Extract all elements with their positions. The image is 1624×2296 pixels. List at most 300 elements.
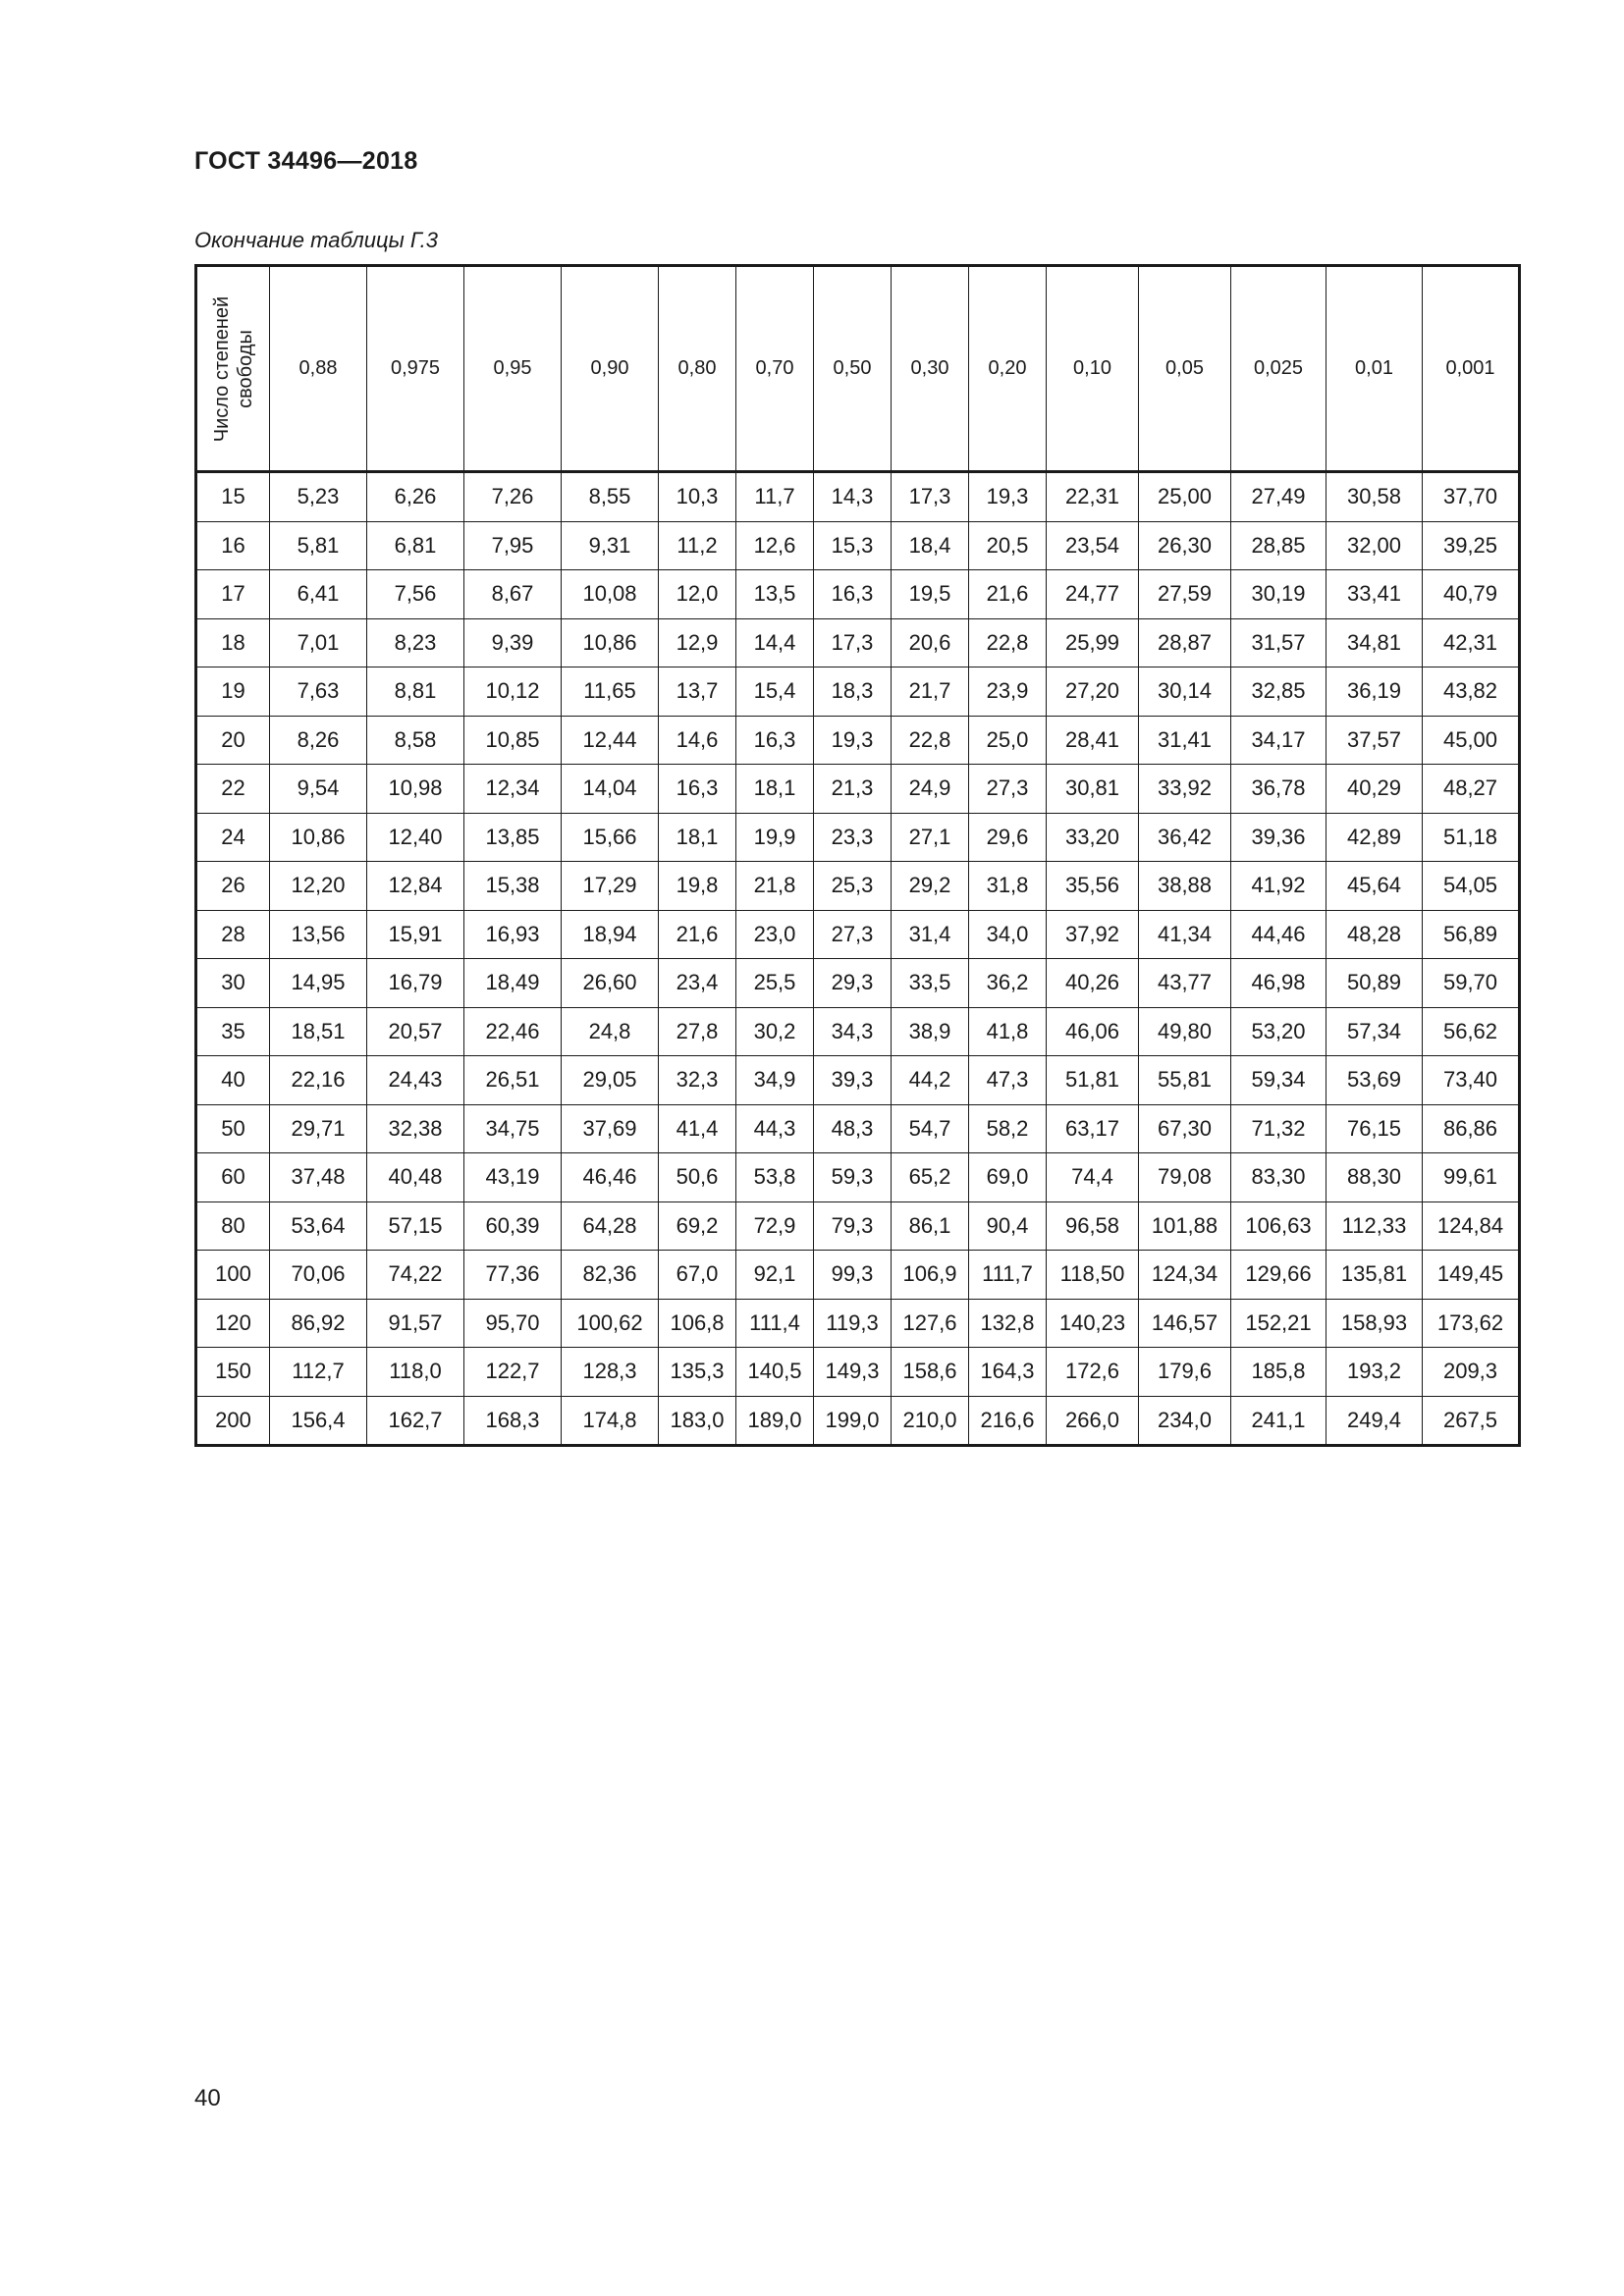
degrees-of-freedom-cell: 17 <box>196 570 270 619</box>
table-cell: 27,8 <box>659 1007 736 1056</box>
table-cell: 63,17 <box>1047 1104 1139 1153</box>
table-cell: 15,91 <box>367 910 464 959</box>
table-cell: 13,56 <box>270 910 367 959</box>
table-cell: 41,4 <box>659 1104 736 1153</box>
table-cell: 33,20 <box>1047 813 1139 862</box>
column-header: 0,50 <box>814 266 892 472</box>
header-row <box>196 266 1520 472</box>
table-cell: 50,89 <box>1326 959 1423 1008</box>
table-cell: 29,05 <box>562 1056 659 1105</box>
table-cell: 234,0 <box>1139 1396 1231 1446</box>
table-cell: 6,41 <box>270 570 367 619</box>
table-cell: 79,3 <box>814 1201 892 1251</box>
table-cell: 100,62 <box>562 1299 659 1348</box>
degrees-of-freedom-cell: 26 <box>196 862 270 911</box>
table-cell: 10,12 <box>464 667 562 717</box>
table-cell: 172,6 <box>1047 1348 1139 1397</box>
table-cell: 53,64 <box>270 1201 367 1251</box>
table-cell: 51,18 <box>1423 813 1520 862</box>
table-caption: Окончание таблицы Г.3 <box>194 228 438 252</box>
degrees-of-freedom-cell: 20 <box>196 716 270 765</box>
table-cell: 36,42 <box>1139 813 1231 862</box>
table-cell: 19,5 <box>892 570 969 619</box>
table-cell: 129,66 <box>1231 1251 1326 1300</box>
table-cell: 193,2 <box>1326 1348 1423 1397</box>
table-cell: 267,5 <box>1423 1396 1520 1446</box>
table-cell: 29,71 <box>270 1104 367 1153</box>
table-cell: 7,01 <box>270 618 367 667</box>
table-cell: 21,6 <box>659 910 736 959</box>
table-cell: 10,3 <box>659 472 736 522</box>
table-cell: 29,6 <box>969 813 1047 862</box>
table-row <box>196 472 1520 522</box>
row-header-label: Число степеней свободы <box>210 295 256 442</box>
table-cell: 91,57 <box>367 1299 464 1348</box>
table-cell: 27,59 <box>1139 570 1231 619</box>
table-cell: 53,20 <box>1231 1007 1326 1056</box>
table-cell: 7,56 <box>367 570 464 619</box>
table-cell: 76,15 <box>1326 1104 1423 1153</box>
table-cell: 189,0 <box>736 1396 814 1446</box>
table-cell: 53,8 <box>736 1153 814 1202</box>
table-cell: 86,1 <box>892 1201 969 1251</box>
table-cell: 14,4 <box>736 618 814 667</box>
table-cell: 19,9 <box>736 813 814 862</box>
table-cell: 36,2 <box>969 959 1047 1008</box>
table-cell: 82,36 <box>562 1251 659 1300</box>
table-cell: 174,8 <box>562 1396 659 1446</box>
table-cell: 67,30 <box>1139 1104 1231 1153</box>
table-cell: 48,28 <box>1326 910 1423 959</box>
table-cell: 50,6 <box>659 1153 736 1202</box>
chi-square-table <box>194 264 1521 1447</box>
table-cell: 156,4 <box>270 1396 367 1446</box>
table-cell: 10,08 <box>562 570 659 619</box>
degrees-of-freedom-cell: 35 <box>196 1007 270 1056</box>
column-header: 0,001 <box>1423 266 1520 472</box>
table-row <box>196 1348 1520 1397</box>
table-cell: 36,78 <box>1231 765 1326 814</box>
table-cell: 173,62 <box>1423 1299 1520 1348</box>
table-cell: 135,3 <box>659 1348 736 1397</box>
table-cell: 111,7 <box>969 1251 1047 1300</box>
column-header: 0,975 <box>367 266 464 472</box>
table-cell: 27,49 <box>1231 472 1326 522</box>
table-cell: 8,55 <box>562 472 659 522</box>
table-cell: 65,2 <box>892 1153 969 1202</box>
table-cell: 79,08 <box>1139 1153 1231 1202</box>
table-cell: 241,1 <box>1231 1396 1326 1446</box>
table-cell: 24,77 <box>1047 570 1139 619</box>
table-cell: 29,2 <box>892 862 969 911</box>
table-cell: 34,75 <box>464 1104 562 1153</box>
table-cell: 71,32 <box>1231 1104 1326 1153</box>
table-cell: 43,19 <box>464 1153 562 1202</box>
table-cell: 34,81 <box>1326 618 1423 667</box>
table-cell: 23,0 <box>736 910 814 959</box>
table-cell: 37,70 <box>1423 472 1520 522</box>
table-cell: 45,64 <box>1326 862 1423 911</box>
table-row <box>196 959 1520 1008</box>
table-cell: 28,87 <box>1139 618 1231 667</box>
table-cell: 22,8 <box>892 716 969 765</box>
table-cell: 40,79 <box>1423 570 1520 619</box>
table-cell: 41,8 <box>969 1007 1047 1056</box>
table-cell: 37,48 <box>270 1153 367 1202</box>
table-cell: 21,8 <box>736 862 814 911</box>
table-cell: 11,2 <box>659 521 736 570</box>
table-cell: 183,0 <box>659 1396 736 1446</box>
table-cell: 33,41 <box>1326 570 1423 619</box>
table-cell: 46,98 <box>1231 959 1326 1008</box>
table-cell: 140,23 <box>1047 1299 1139 1348</box>
table-row <box>196 1153 1520 1202</box>
table-cell: 37,57 <box>1326 716 1423 765</box>
table-cell: 56,89 <box>1423 910 1520 959</box>
table-cell: 31,41 <box>1139 716 1231 765</box>
table-cell: 118,0 <box>367 1348 464 1397</box>
table-cell: 106,63 <box>1231 1201 1326 1251</box>
table-cell: 12,0 <box>659 570 736 619</box>
table-cell: 122,7 <box>464 1348 562 1397</box>
table-cell: 17,3 <box>892 472 969 522</box>
table-cell: 209,3 <box>1423 1348 1520 1397</box>
table-row <box>196 1299 1520 1348</box>
table-cell: 24,8 <box>562 1007 659 1056</box>
table-cell: 25,00 <box>1139 472 1231 522</box>
table-cell: 31,8 <box>969 862 1047 911</box>
table-cell: 14,04 <box>562 765 659 814</box>
table-cell: 99,61 <box>1423 1153 1520 1202</box>
table-cell: 127,6 <box>892 1299 969 1348</box>
table-cell: 69,0 <box>969 1153 1047 1202</box>
table-cell: 46,46 <box>562 1153 659 1202</box>
degrees-of-freedom-cell: 16 <box>196 521 270 570</box>
table-cell: 34,17 <box>1231 716 1326 765</box>
table-cell: 199,0 <box>814 1396 892 1446</box>
table-cell: 11,7 <box>736 472 814 522</box>
table-cell: 118,50 <box>1047 1251 1139 1300</box>
table-cell: 8,26 <box>270 716 367 765</box>
table-cell: 7,95 <box>464 521 562 570</box>
table-cell: 43,82 <box>1423 667 1520 717</box>
column-header: 0,90 <box>562 266 659 472</box>
table-cell: 8,23 <box>367 618 464 667</box>
table-cell: 162,7 <box>367 1396 464 1446</box>
table-cell: 15,66 <box>562 813 659 862</box>
table-cell: 249,4 <box>1326 1396 1423 1446</box>
table-cell: 37,69 <box>562 1104 659 1153</box>
degrees-of-freedom-cell: 40 <box>196 1056 270 1105</box>
table-row <box>196 667 1520 717</box>
table-cell: 12,9 <box>659 618 736 667</box>
table-cell: 57,34 <box>1326 1007 1423 1056</box>
table-cell: 67,0 <box>659 1251 736 1300</box>
table-cell: 32,85 <box>1231 667 1326 717</box>
table-cell: 27,3 <box>969 765 1047 814</box>
table-row <box>196 570 1520 619</box>
table-cell: 83,30 <box>1231 1153 1326 1202</box>
table-cell: 19,3 <box>969 472 1047 522</box>
degrees-of-freedom-cell: 80 <box>196 1201 270 1251</box>
degrees-of-freedom-cell: 19 <box>196 667 270 717</box>
table-cell: 77,36 <box>464 1251 562 1300</box>
table-cell: 216,6 <box>969 1396 1047 1446</box>
page-number: 40 <box>194 2085 221 2111</box>
table-cell: 57,15 <box>367 1201 464 1251</box>
table-cell: 168,3 <box>464 1396 562 1446</box>
table-cell: 8,81 <box>367 667 464 717</box>
table-cell: 40,26 <box>1047 959 1139 1008</box>
table-cell: 10,98 <box>367 765 464 814</box>
table-cell: 74,22 <box>367 1251 464 1300</box>
table-cell: 45,00 <box>1423 716 1520 765</box>
table-row <box>196 765 1520 814</box>
table-cell: 43,77 <box>1139 959 1231 1008</box>
table-cell: 20,5 <box>969 521 1047 570</box>
table-cell: 22,8 <box>969 618 1047 667</box>
table-cell: 22,31 <box>1047 472 1139 522</box>
table-cell: 8,67 <box>464 570 562 619</box>
column-header: 0,88 <box>270 266 367 472</box>
table-cell: 15,38 <box>464 862 562 911</box>
degrees-of-freedom-cell: 100 <box>196 1251 270 1300</box>
table-cell: 48,27 <box>1423 765 1520 814</box>
table-cell: 124,34 <box>1139 1251 1231 1300</box>
table-cell: 46,06 <box>1047 1007 1139 1056</box>
table-cell: 14,95 <box>270 959 367 1008</box>
table-cell: 210,0 <box>892 1396 969 1446</box>
table-cell: 23,3 <box>814 813 892 862</box>
table-cell: 101,88 <box>1139 1201 1231 1251</box>
table-cell: 7,26 <box>464 472 562 522</box>
table-cell: 5,81 <box>270 521 367 570</box>
table-cell: 18,49 <box>464 959 562 1008</box>
degrees-of-freedom-cell: 24 <box>196 813 270 862</box>
table-cell: 111,4 <box>736 1299 814 1348</box>
table-cell: 16,79 <box>367 959 464 1008</box>
table-cell: 40,48 <box>367 1153 464 1202</box>
table-row <box>196 862 1520 911</box>
table-cell: 112,33 <box>1326 1201 1423 1251</box>
table-cell: 5,23 <box>270 472 367 522</box>
table-cell: 17,3 <box>814 618 892 667</box>
table-cell: 12,40 <box>367 813 464 862</box>
table-cell: 9,54 <box>270 765 367 814</box>
table-cell: 21,7 <box>892 667 969 717</box>
table-cell: 12,34 <box>464 765 562 814</box>
table-cell: 27,20 <box>1047 667 1139 717</box>
table-cell: 9,39 <box>464 618 562 667</box>
table-cell: 31,4 <box>892 910 969 959</box>
table-row <box>196 1251 1520 1300</box>
table-cell: 124,84 <box>1423 1201 1520 1251</box>
table-cell: 88,30 <box>1326 1153 1423 1202</box>
table-cell: 22,16 <box>270 1056 367 1105</box>
table-cell: 128,3 <box>562 1348 659 1397</box>
table-cell: 34,9 <box>736 1056 814 1105</box>
degrees-of-freedom-cell: 18 <box>196 618 270 667</box>
table-cell: 73,40 <box>1423 1056 1520 1105</box>
table-cell: 27,1 <box>892 813 969 862</box>
table-cell: 99,3 <box>814 1251 892 1300</box>
table-cell: 36,19 <box>1326 667 1423 717</box>
table-cell: 24,43 <box>367 1056 464 1105</box>
table-cell: 24,9 <box>892 765 969 814</box>
table-cell: 13,7 <box>659 667 736 717</box>
table-cell: 18,4 <box>892 521 969 570</box>
table-cell: 30,19 <box>1231 570 1326 619</box>
table-cell: 179,6 <box>1139 1348 1231 1397</box>
table-cell: 11,65 <box>562 667 659 717</box>
table-row <box>196 1007 1520 1056</box>
table-row <box>196 521 1520 570</box>
column-header: 0,10 <box>1047 266 1139 472</box>
table-cell: 47,3 <box>969 1056 1047 1105</box>
table-cell: 51,81 <box>1047 1056 1139 1105</box>
table-cell: 41,34 <box>1139 910 1231 959</box>
table-cell: 152,21 <box>1231 1299 1326 1348</box>
table-cell: 23,9 <box>969 667 1047 717</box>
table-cell: 41,92 <box>1231 862 1326 911</box>
table-cell: 27,3 <box>814 910 892 959</box>
table-cell: 64,28 <box>562 1201 659 1251</box>
table-cell: 18,1 <box>659 813 736 862</box>
table-cell: 48,3 <box>814 1104 892 1153</box>
table-cell: 12,44 <box>562 716 659 765</box>
table-cell: 26,30 <box>1139 521 1231 570</box>
table-cell: 140,5 <box>736 1348 814 1397</box>
table-row <box>196 813 1520 862</box>
table-cell: 86,92 <box>270 1299 367 1348</box>
table-row <box>196 618 1520 667</box>
column-header: 0,025 <box>1231 266 1326 472</box>
table-cell: 74,4 <box>1047 1153 1139 1202</box>
table-cell: 39,3 <box>814 1056 892 1105</box>
table-cell: 54,05 <box>1423 862 1520 911</box>
degrees-of-freedom-cell: 200 <box>196 1396 270 1446</box>
table-cell: 37,92 <box>1047 910 1139 959</box>
column-header: 0,95 <box>464 266 562 472</box>
degrees-of-freedom-cell: 50 <box>196 1104 270 1153</box>
table-cell: 18,1 <box>736 765 814 814</box>
table-cell: 28,85 <box>1231 521 1326 570</box>
table-cell: 26,51 <box>464 1056 562 1105</box>
table-cell: 15,4 <box>736 667 814 717</box>
table-cell: 33,92 <box>1139 765 1231 814</box>
table-cell: 21,6 <box>969 570 1047 619</box>
column-header: 0,20 <box>969 266 1047 472</box>
table-cell: 34,3 <box>814 1007 892 1056</box>
table-body <box>196 472 1520 1446</box>
table-cell: 185,8 <box>1231 1348 1326 1397</box>
table-cell: 53,69 <box>1326 1056 1423 1105</box>
table-cell: 18,3 <box>814 667 892 717</box>
table-cell: 20,6 <box>892 618 969 667</box>
table-cell: 92,1 <box>736 1251 814 1300</box>
table-cell: 29,3 <box>814 959 892 1008</box>
table-cell: 19,8 <box>659 862 736 911</box>
table-cell: 106,8 <box>659 1299 736 1348</box>
table-cell: 42,31 <box>1423 618 1520 667</box>
table-cell: 18,51 <box>270 1007 367 1056</box>
table-cell: 8,58 <box>367 716 464 765</box>
table-cell: 6,26 <box>367 472 464 522</box>
table-cell: 20,57 <box>367 1007 464 1056</box>
table-cell: 30,58 <box>1326 472 1423 522</box>
table-cell: 44,46 <box>1231 910 1326 959</box>
table-cell: 40,29 <box>1326 765 1423 814</box>
table-cell: 146,57 <box>1139 1299 1231 1348</box>
table-cell: 14,6 <box>659 716 736 765</box>
table-cell: 69,2 <box>659 1201 736 1251</box>
table-cell: 60,39 <box>464 1201 562 1251</box>
table-cell: 12,84 <box>367 862 464 911</box>
table-cell: 13,5 <box>736 570 814 619</box>
table-cell: 14,3 <box>814 472 892 522</box>
table-cell: 25,0 <box>969 716 1047 765</box>
row-header-cell <box>196 266 270 472</box>
table-cell: 149,45 <box>1423 1251 1520 1300</box>
table-cell: 15,3 <box>814 521 892 570</box>
table-cell: 72,9 <box>736 1201 814 1251</box>
table-row <box>196 910 1520 959</box>
table-cell: 6,81 <box>367 521 464 570</box>
column-header: 0,70 <box>736 266 814 472</box>
table-head <box>196 266 1520 472</box>
table-cell: 10,86 <box>270 813 367 862</box>
table-cell: 16,3 <box>814 570 892 619</box>
table-cell: 59,70 <box>1423 959 1520 1008</box>
table-cell: 10,85 <box>464 716 562 765</box>
table-cell: 23,4 <box>659 959 736 1008</box>
table-cell: 16,3 <box>659 765 736 814</box>
table-cell: 28,41 <box>1047 716 1139 765</box>
table-cell: 35,56 <box>1047 862 1139 911</box>
table-cell: 149,3 <box>814 1348 892 1397</box>
table-cell: 32,00 <box>1326 521 1423 570</box>
table-cell: 86,86 <box>1423 1104 1520 1153</box>
document-title: ГОСТ 34496—2018 <box>194 147 418 175</box>
table-cell: 49,80 <box>1139 1007 1231 1056</box>
table-cell: 158,93 <box>1326 1299 1423 1348</box>
table-row <box>196 1056 1520 1105</box>
degrees-of-freedom-cell: 15 <box>196 472 270 522</box>
table-cell: 30,14 <box>1139 667 1231 717</box>
degrees-of-freedom-cell: 22 <box>196 765 270 814</box>
table-cell: 56,62 <box>1423 1007 1520 1056</box>
table-cell: 135,81 <box>1326 1251 1423 1300</box>
table-cell: 44,2 <box>892 1056 969 1105</box>
table-cell: 9,31 <box>562 521 659 570</box>
table-cell: 25,5 <box>736 959 814 1008</box>
table-cell: 26,60 <box>562 959 659 1008</box>
degrees-of-freedom-cell: 28 <box>196 910 270 959</box>
table-cell: 106,9 <box>892 1251 969 1300</box>
table-cell: 164,3 <box>969 1348 1047 1397</box>
table-cell: 25,3 <box>814 862 892 911</box>
degrees-of-freedom-cell: 30 <box>196 959 270 1008</box>
table-cell: 38,9 <box>892 1007 969 1056</box>
table-cell: 12,6 <box>736 521 814 570</box>
table-cell: 32,38 <box>367 1104 464 1153</box>
table-cell: 12,20 <box>270 862 367 911</box>
table-cell: 44,3 <box>736 1104 814 1153</box>
table-cell: 38,88 <box>1139 862 1231 911</box>
table-cell: 18,94 <box>562 910 659 959</box>
table-cell: 59,3 <box>814 1153 892 1202</box>
table-cell: 70,06 <box>270 1251 367 1300</box>
